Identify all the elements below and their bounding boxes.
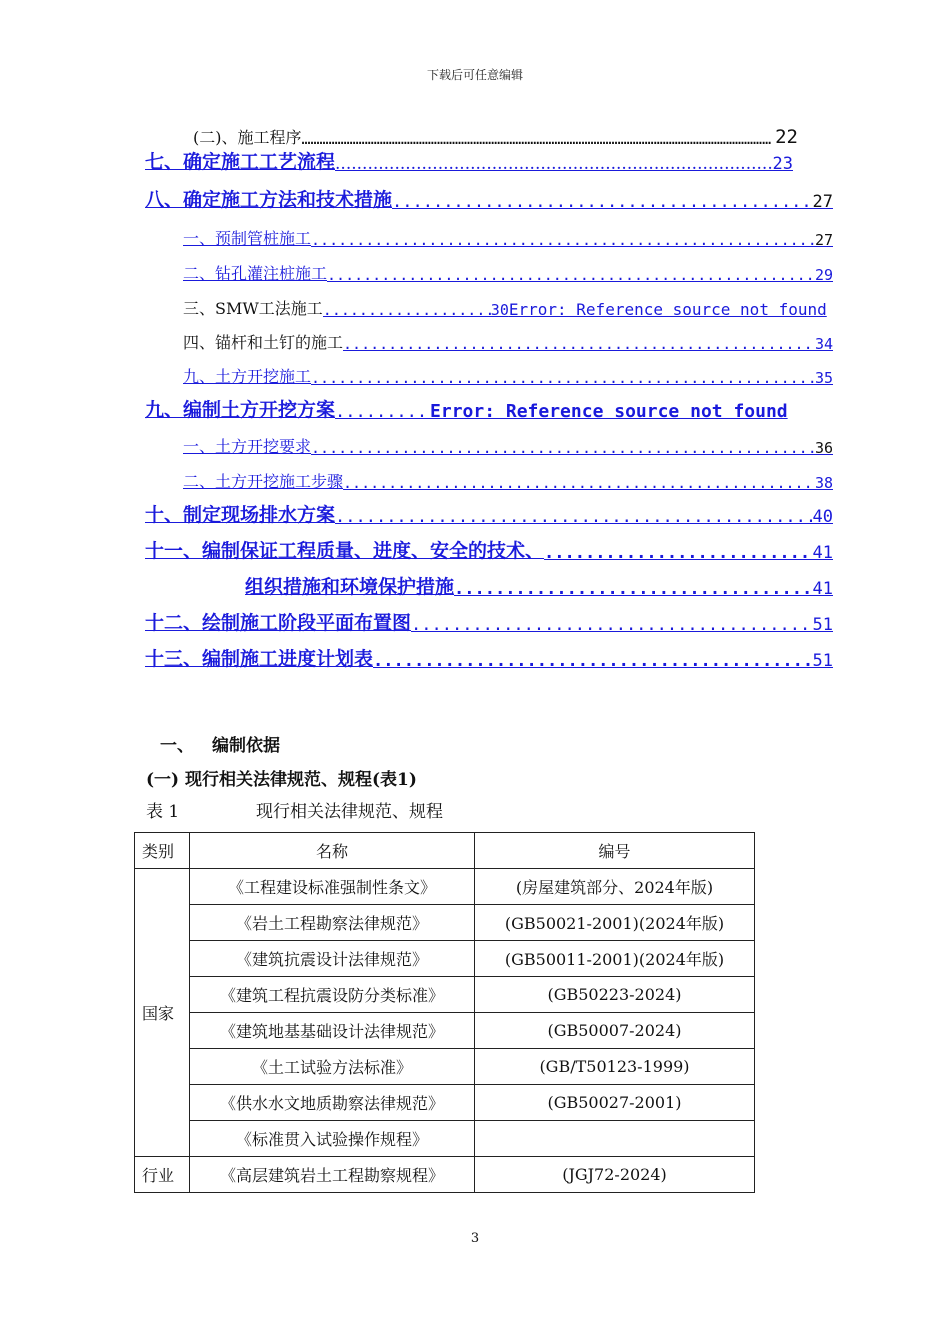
toc-leader (392, 192, 813, 212)
standard-code (475, 1121, 755, 1157)
toc-leader (335, 507, 813, 527)
standard-name: 《建筑地基基础设计法律规范》 (190, 1013, 475, 1049)
standard-code: (GB50011-2001)(2024年版) (475, 941, 755, 977)
toc-entry[interactable] (145, 392, 833, 422)
toc-leader (343, 474, 815, 492)
toc-entry-title: 十、制定现场排水方案 (145, 504, 336, 526)
toc-entry-page: 40 (812, 507, 833, 527)
regulations-table (134, 832, 755, 1193)
standard-name: 《供水水文地质勘察法律规范》 (190, 1085, 475, 1121)
toc-entry-title: 二、钻孔灌注桩施工 (183, 264, 328, 283)
table-row (135, 869, 755, 905)
toc-entry[interactable] (183, 289, 833, 319)
toc-entry-page: 30 (490, 301, 509, 319)
toc-entry-page: 27 (812, 192, 833, 212)
toc-leader (454, 579, 813, 599)
standard-code: (GB50223-2024) (475, 977, 755, 1013)
standard-code: (GB50007-2024) (475, 1013, 755, 1049)
reference-error-text: Error: Reference source not found (430, 401, 788, 422)
toc-entry-page: 27 (814, 231, 833, 249)
toc-entry[interactable] (183, 357, 833, 387)
toc-entry-page: 51 (812, 651, 833, 671)
toc-leader (335, 154, 773, 174)
section-heading: 编制依据 (212, 736, 280, 756)
category-cell-industry: 行业 (135, 1157, 190, 1193)
table-header-category: 类别 (135, 833, 190, 869)
toc-entry[interactable] (245, 569, 833, 599)
reference-error-text: Error: Reference source not found (508, 300, 827, 319)
table-row (135, 977, 755, 1013)
toc-entry[interactable] (183, 323, 833, 353)
standard-name: 《建筑工程抗震设防分类标准》 (190, 977, 475, 1013)
standard-code: (JGJ72-2024) (475, 1157, 755, 1193)
toc-entry-title: 十一、编制保证工程质量、进度、安全的技术、 (145, 540, 545, 562)
toc-entry[interactable] (183, 219, 833, 249)
toc-entry-title: 三、SMW工法施工 (183, 299, 323, 318)
table-row (135, 1121, 755, 1157)
toc-entry-page: 22 (775, 126, 798, 148)
standard-name: 《高层建筑岩土工程勘察规程》 (190, 1157, 475, 1193)
standard-name: 《工程建设标准强制性条文》 (190, 869, 475, 905)
standard-code: (GB50021-2001)(2024年版) (475, 905, 755, 941)
table-header-name: 名称 (190, 833, 475, 869)
standard-name: 《标准贯入试验操作规程》 (190, 1121, 475, 1157)
page-number: 3 (470, 1231, 480, 1246)
table-row (135, 1157, 755, 1193)
table-header-code: 编号 (475, 833, 755, 869)
toc-entry-page: 41 (812, 543, 833, 563)
toc-entry-page: 35 (814, 369, 833, 387)
toc-leader (335, 402, 430, 422)
page-header: 下载后可任意编辑 (426, 68, 523, 82)
toc-entry-title: 四、锚杆和土钉的施工 (183, 333, 344, 352)
table-row (135, 1013, 755, 1049)
toc-entry[interactable] (145, 497, 833, 527)
section-heading-number: 一、 (160, 736, 194, 756)
toc-entry-title: 十二、绘制施工阶段平面布置图 (145, 612, 412, 634)
toc-entry[interactable] (183, 427, 833, 457)
toc-entry[interactable] (145, 182, 833, 212)
toc-entry[interactable] (145, 144, 793, 174)
toc-entry-title: 组织措施和环境保护措施 (245, 576, 455, 598)
standard-code: (房屋建筑部分、2024年版) (475, 869, 755, 905)
toc-leader (373, 651, 813, 671)
sub-heading: (一) 现行相关法律规范、规程(表1) (146, 770, 417, 790)
toc-leader (323, 301, 491, 319)
toc-entry-page: 36 (814, 439, 833, 457)
toc-entry-page: 51 (812, 615, 833, 635)
table-caption (146, 797, 443, 822)
toc-entry[interactable] (183, 462, 833, 492)
toc-entry-title: 八、确定施工方法和技术措施 (145, 189, 393, 211)
toc-entry-title: 一、土方开挖要求 (183, 437, 312, 456)
toc-entry-page: 34 (814, 335, 833, 353)
table-caption-number: 表 1 (146, 802, 180, 822)
toc-entry-title: 十三、编制施工进度计划表 (145, 648, 374, 670)
table-row (135, 905, 755, 941)
toc-leader (311, 231, 815, 249)
toc-entry-page: 23 (772, 154, 793, 174)
table-caption-text: 现行相关法律规范、规程 (256, 802, 444, 822)
toc-entry[interactable] (145, 605, 833, 635)
standard-code: (GB/T50123-1999) (475, 1049, 755, 1085)
toc-leader (311, 369, 815, 387)
toc-entry-page: 29 (814, 266, 833, 284)
toc-entry[interactable] (145, 641, 833, 671)
standard-name: 《岩土工程勘察法律规范》 (190, 905, 475, 941)
toc-entry-title: 一、预制管桩施工 (183, 229, 312, 248)
standard-name: 《土工试验方法标准》 (190, 1049, 475, 1085)
toc-entry[interactable] (145, 533, 833, 563)
toc-leader (343, 335, 815, 353)
toc-leader (411, 615, 813, 635)
table-row (135, 941, 755, 977)
toc-entry-title: (二)、施工程序 (193, 128, 302, 147)
toc-entry-title: 七、确定施工工艺流程 (145, 151, 336, 173)
toc-entry[interactable] (183, 254, 833, 284)
toc-entry-title: 九、编制土方开挖方案 (145, 399, 336, 421)
standard-name: 《建筑抗震设计法律规范》 (190, 941, 475, 977)
toc-entry-page: 41 (812, 579, 833, 599)
table-row (135, 1049, 755, 1085)
table-header-row (135, 833, 755, 869)
standard-code: (GB50027-2001) (475, 1085, 755, 1121)
toc-entry-page: 38 (814, 474, 833, 492)
toc-leader (327, 266, 815, 284)
toc-entry-title: 二、土方开挖施工步骤 (183, 472, 344, 491)
toc-leader (311, 439, 815, 457)
toc-leader (544, 543, 813, 563)
table-row (135, 1085, 755, 1121)
toc-entry-title: 九、土方开挖施工 (183, 367, 312, 386)
category-cell-national: 国家 (135, 869, 190, 1157)
